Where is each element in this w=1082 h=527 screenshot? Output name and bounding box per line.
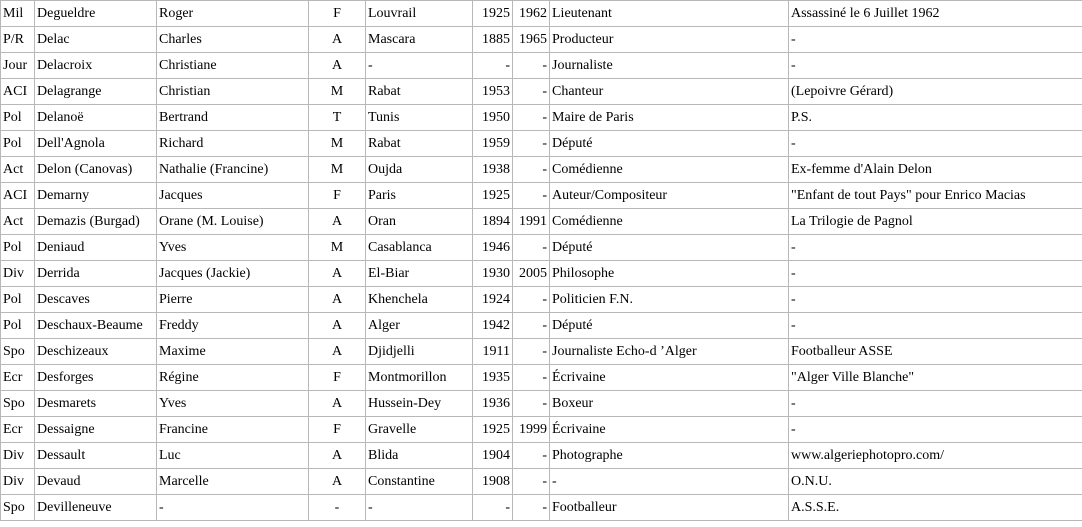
category-cell: Pol	[1, 313, 35, 339]
birth-year-cell: 1925	[473, 1, 513, 27]
note-cell: La Trilogie de Pagnol	[789, 209, 1082, 235]
note-cell: -	[789, 53, 1082, 79]
birth-year-cell: 1936	[473, 391, 513, 417]
category-cell: Pol	[1, 131, 35, 157]
category-cell: Act	[1, 209, 35, 235]
surname-cell: Delanoë	[35, 105, 157, 131]
category-cell: ACI	[1, 79, 35, 105]
surname-cell: Deniaud	[35, 235, 157, 261]
code-cell: A	[309, 391, 366, 417]
birthplace-cell: Rabat	[366, 79, 473, 105]
birth-year-cell: 1935	[473, 365, 513, 391]
death-year-cell: -	[513, 339, 550, 365]
code-cell: A	[309, 313, 366, 339]
note-cell: (Lepoivre Gérard)	[789, 79, 1082, 105]
profession-cell: Chanteur	[550, 79, 789, 105]
birthplace-cell: Oujda	[366, 157, 473, 183]
note-cell: O.N.U.	[789, 469, 1082, 495]
note-cell: -	[789, 27, 1082, 53]
profession-cell: Lieutenant	[550, 1, 789, 27]
surname-cell: Demarny	[35, 183, 157, 209]
note-cell: Footballeur ASSE	[789, 339, 1082, 365]
death-year-cell: -	[513, 79, 550, 105]
death-year-cell: -	[513, 469, 550, 495]
table-row	[1, 79, 1082, 105]
note-cell: -	[789, 287, 1082, 313]
birth-year-cell: -	[473, 53, 513, 79]
code-cell: M	[309, 235, 366, 261]
death-year-cell: -	[513, 157, 550, 183]
profession-cell: -	[550, 469, 789, 495]
surname-cell: Delac	[35, 27, 157, 53]
surname-cell: Dessault	[35, 443, 157, 469]
first-name-cell: Freddy	[157, 313, 309, 339]
profession-cell: Journaliste Echo-d ’Alger	[550, 339, 789, 365]
code-cell: A	[309, 27, 366, 53]
surname-cell: Devaud	[35, 469, 157, 495]
death-year-cell: 1962	[513, 1, 550, 27]
table-row	[1, 469, 1082, 495]
birthplace-cell: -	[366, 53, 473, 79]
note-cell: "Enfant de tout Pays" pour Enrico Macias	[789, 183, 1082, 209]
category-cell: Div	[1, 469, 35, 495]
code-cell: A	[309, 339, 366, 365]
table-row	[1, 339, 1082, 365]
birth-year-cell: 1942	[473, 313, 513, 339]
birth-year-cell: 1924	[473, 287, 513, 313]
note-cell: -	[789, 131, 1082, 157]
first-name-cell: -	[157, 495, 309, 521]
death-year-cell: -	[513, 365, 550, 391]
first-name-cell: Jacques (Jackie)	[157, 261, 309, 287]
category-cell: Pol	[1, 287, 35, 313]
table-row	[1, 131, 1082, 157]
death-year-cell: -	[513, 313, 550, 339]
table-row	[1, 391, 1082, 417]
profession-cell: Député	[550, 131, 789, 157]
surname-cell: Descaves	[35, 287, 157, 313]
category-cell: Mil	[1, 1, 35, 27]
birthplace-cell: Louvrail	[366, 1, 473, 27]
category-cell: Div	[1, 261, 35, 287]
first-name-cell: Christian	[157, 79, 309, 105]
birthplace-cell: Oran	[366, 209, 473, 235]
table-row	[1, 105, 1082, 131]
note-cell: A.S.S.E.	[789, 495, 1082, 521]
table-row	[1, 443, 1082, 469]
category-cell: Jour	[1, 53, 35, 79]
birth-year-cell: 1950	[473, 105, 513, 131]
surname-cell: Degueldre	[35, 1, 157, 27]
profession-cell: Footballeur	[550, 495, 789, 521]
death-year-cell: 1965	[513, 27, 550, 53]
birth-year-cell: 1925	[473, 417, 513, 443]
profession-cell: Député	[550, 313, 789, 339]
category-cell: Pol	[1, 235, 35, 261]
surname-cell: Desmarets	[35, 391, 157, 417]
first-name-cell: Roger	[157, 1, 309, 27]
first-name-cell: Luc	[157, 443, 309, 469]
death-year-cell: -	[513, 53, 550, 79]
birthplace-cell: Khenchela	[366, 287, 473, 313]
death-year-cell: -	[513, 183, 550, 209]
category-cell: Pol	[1, 105, 35, 131]
surname-cell: Deschizeaux	[35, 339, 157, 365]
table-row	[1, 417, 1082, 443]
first-name-cell: Francine	[157, 417, 309, 443]
death-year-cell: -	[513, 131, 550, 157]
table-row	[1, 495, 1082, 521]
code-cell: A	[309, 287, 366, 313]
first-name-cell: Richard	[157, 131, 309, 157]
category-cell: ACI	[1, 183, 35, 209]
code-cell: T	[309, 105, 366, 131]
note-cell: P.S.	[789, 105, 1082, 131]
profession-cell: Journaliste	[550, 53, 789, 79]
note-cell: "Alger Ville Blanche"	[789, 365, 1082, 391]
note-cell: Ex-femme d'Alain Delon	[789, 157, 1082, 183]
birth-year-cell: 1946	[473, 235, 513, 261]
death-year-cell: -	[513, 391, 550, 417]
code-cell: M	[309, 157, 366, 183]
code-cell: A	[309, 261, 366, 287]
profession-cell: Photographe	[550, 443, 789, 469]
first-name-cell: Marcelle	[157, 469, 309, 495]
birth-year-cell: 1938	[473, 157, 513, 183]
birthplace-cell: Blida	[366, 443, 473, 469]
birthplace-cell: Gravelle	[366, 417, 473, 443]
table-body	[1, 1, 1082, 521]
table-row	[1, 183, 1082, 209]
note-cell: -	[789, 313, 1082, 339]
birth-year-cell: 1959	[473, 131, 513, 157]
first-name-cell: Charles	[157, 27, 309, 53]
birthplace-cell: Tunis	[366, 105, 473, 131]
category-cell: Spo	[1, 495, 35, 521]
death-year-cell: -	[513, 105, 550, 131]
surname-cell: Delon (Canovas)	[35, 157, 157, 183]
table-row	[1, 287, 1082, 313]
table-row	[1, 365, 1082, 391]
surname-cell: Dell'Agnola	[35, 131, 157, 157]
profession-cell: Maire de Paris	[550, 105, 789, 131]
code-cell: M	[309, 131, 366, 157]
table-row	[1, 313, 1082, 339]
surname-cell: Derrida	[35, 261, 157, 287]
death-year-cell: -	[513, 495, 550, 521]
table-row	[1, 1, 1082, 27]
birthplace-cell: Casablanca	[366, 235, 473, 261]
birth-year-cell: 1904	[473, 443, 513, 469]
profession-cell: Écrivaine	[550, 417, 789, 443]
birth-year-cell: 1885	[473, 27, 513, 53]
surname-cell: Delagrange	[35, 79, 157, 105]
category-cell: Spo	[1, 339, 35, 365]
first-name-cell: Régine	[157, 365, 309, 391]
first-name-cell: Yves	[157, 235, 309, 261]
surname-cell: Devilleneuve	[35, 495, 157, 521]
profession-cell: Producteur	[550, 27, 789, 53]
birthplace-cell: Djidjelli	[366, 339, 473, 365]
table-row	[1, 235, 1082, 261]
surname-cell: Delacroix	[35, 53, 157, 79]
birthplace-cell: Alger	[366, 313, 473, 339]
profession-cell: Philosophe	[550, 261, 789, 287]
category-cell: Act	[1, 157, 35, 183]
code-cell: A	[309, 469, 366, 495]
first-name-cell: Maxime	[157, 339, 309, 365]
code-cell: A	[309, 209, 366, 235]
first-name-cell: Yves	[157, 391, 309, 417]
death-year-cell: 1999	[513, 417, 550, 443]
birth-year-cell: -	[473, 495, 513, 521]
code-cell: -	[309, 495, 366, 521]
death-year-cell: -	[513, 443, 550, 469]
category-cell: Ecr	[1, 365, 35, 391]
first-name-cell: Orane (M. Louise)	[157, 209, 309, 235]
birthplace-cell: Hussein-Dey	[366, 391, 473, 417]
table-row	[1, 53, 1082, 79]
category-cell: P/R	[1, 27, 35, 53]
code-cell: M	[309, 79, 366, 105]
profession-cell: Politicien F.N.	[550, 287, 789, 313]
table-row	[1, 27, 1082, 53]
table-row	[1, 209, 1082, 235]
birthplace-cell: Mascara	[366, 27, 473, 53]
code-cell: F	[309, 183, 366, 209]
code-cell: A	[309, 53, 366, 79]
birthplace-cell: Rabat	[366, 131, 473, 157]
note-cell: -	[789, 261, 1082, 287]
first-name-cell: Bertrand	[157, 105, 309, 131]
code-cell: F	[309, 365, 366, 391]
death-year-cell: -	[513, 287, 550, 313]
first-name-cell: Nathalie (Francine)	[157, 157, 309, 183]
code-cell: A	[309, 443, 366, 469]
category-cell: Spo	[1, 391, 35, 417]
profession-cell: Écrivaine	[550, 365, 789, 391]
note-cell: -	[789, 417, 1082, 443]
first-name-cell: Christiane	[157, 53, 309, 79]
profession-cell: Boxeur	[550, 391, 789, 417]
birth-year-cell: 1908	[473, 469, 513, 495]
first-name-cell: Pierre	[157, 287, 309, 313]
table-row	[1, 261, 1082, 287]
category-cell: Ecr	[1, 417, 35, 443]
birthplace-cell: Montmorillon	[366, 365, 473, 391]
profession-cell: Auteur/Compositeur	[550, 183, 789, 209]
profession-cell: Comédienne	[550, 209, 789, 235]
birth-year-cell: 1925	[473, 183, 513, 209]
surname-cell: Deschaux-Beaume	[35, 313, 157, 339]
birth-year-cell: 1953	[473, 79, 513, 105]
category-cell: Div	[1, 443, 35, 469]
surname-cell: Demazis (Burgad)	[35, 209, 157, 235]
birth-year-cell: 1930	[473, 261, 513, 287]
birth-year-cell: 1894	[473, 209, 513, 235]
note-cell: Assassiné le 6 Juillet 1962	[789, 1, 1082, 27]
birth-year-cell: 1911	[473, 339, 513, 365]
note-cell: -	[789, 391, 1082, 417]
birthplace-cell: El-Biar	[366, 261, 473, 287]
first-name-cell: Jacques	[157, 183, 309, 209]
profession-cell: Comédienne	[550, 157, 789, 183]
surname-cell: Desforges	[35, 365, 157, 391]
code-cell: F	[309, 1, 366, 27]
note-cell: www.algeriephotopro.com/	[789, 443, 1082, 469]
death-year-cell: -	[513, 235, 550, 261]
table-row	[1, 157, 1082, 183]
profession-cell: Député	[550, 235, 789, 261]
death-year-cell: 2005	[513, 261, 550, 287]
surname-cell: Dessaigne	[35, 417, 157, 443]
birthplace-cell: Constantine	[366, 469, 473, 495]
birthplace-cell: -	[366, 495, 473, 521]
death-year-cell: 1991	[513, 209, 550, 235]
code-cell: F	[309, 417, 366, 443]
note-cell: -	[789, 235, 1082, 261]
birthplace-cell: Paris	[366, 183, 473, 209]
